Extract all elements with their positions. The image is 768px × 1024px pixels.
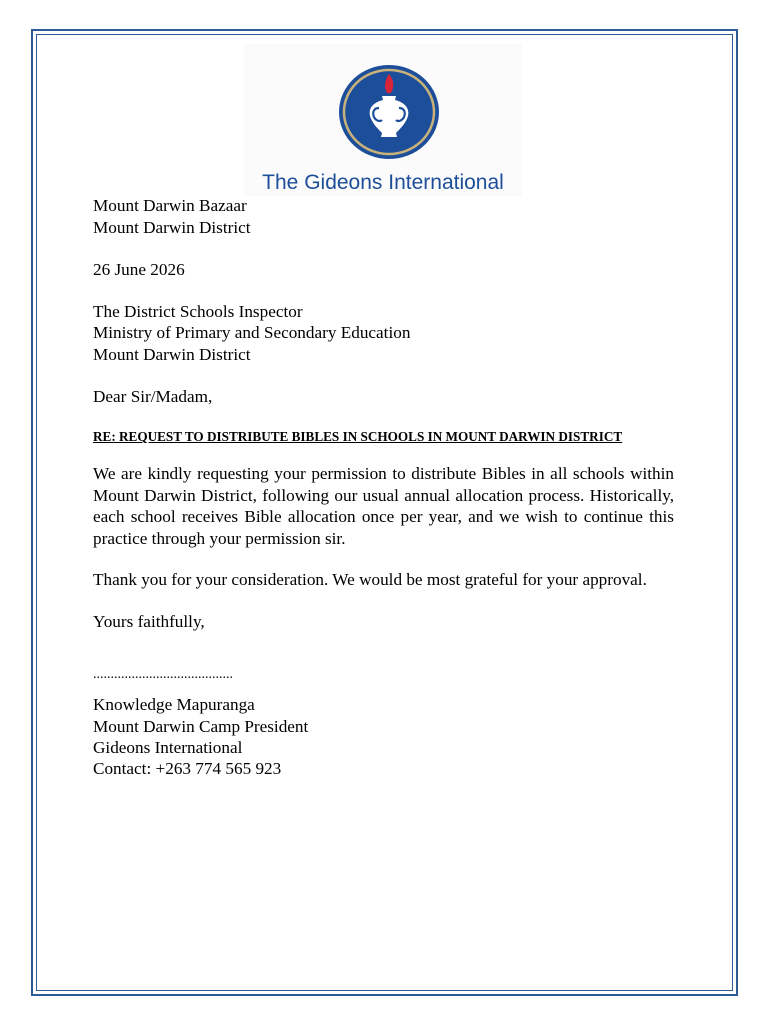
letter-date: 26 June 2026 [93, 260, 185, 279]
signatory-title: Mount Darwin Camp President [93, 717, 309, 736]
body-paragraph-2: Thank you for your consideration. We would be most grateful for your approval. [93, 570, 647, 589]
sender-address-line2: Mount Darwin District [93, 218, 251, 237]
gideons-pitcher-emblem-icon [338, 64, 440, 160]
salutation: Dear Sir/Madam, [93, 387, 213, 406]
sender-address-line1: Mount Darwin Bazaar [93, 196, 247, 215]
body-paragraph-1: We are kindly requesting your permission to distribute Bibles in all schools within Mount Darwin District, following our usual annual allocation process. Historically, each school receives Bible allocation once per year, and we wish to continue this practice through your permission sir. [93, 464, 674, 548]
recipient-line3: Mount Darwin District [93, 345, 251, 364]
org-name-wordmark: The Gideons International [262, 171, 504, 194]
recipient-line2: Ministry of Primary and Secondary Education [93, 323, 411, 342]
signatory-contact: Contact: +263 774 565 923 [93, 759, 282, 778]
closing: Yours faithfully, [93, 612, 205, 631]
signatory-organization: Gideons International [93, 738, 243, 757]
subject-line: RE: REQUEST TO DISTRIBUTE BIBLES IN SCHOOLS IN MOUNT DARWIN DISTRICT [93, 429, 623, 444]
signature-line: ........................................ [93, 667, 233, 682]
recipient-line1: The District Schools Inspector [93, 302, 303, 321]
signatory-name: Knowledge Mapuranga [93, 695, 255, 714]
